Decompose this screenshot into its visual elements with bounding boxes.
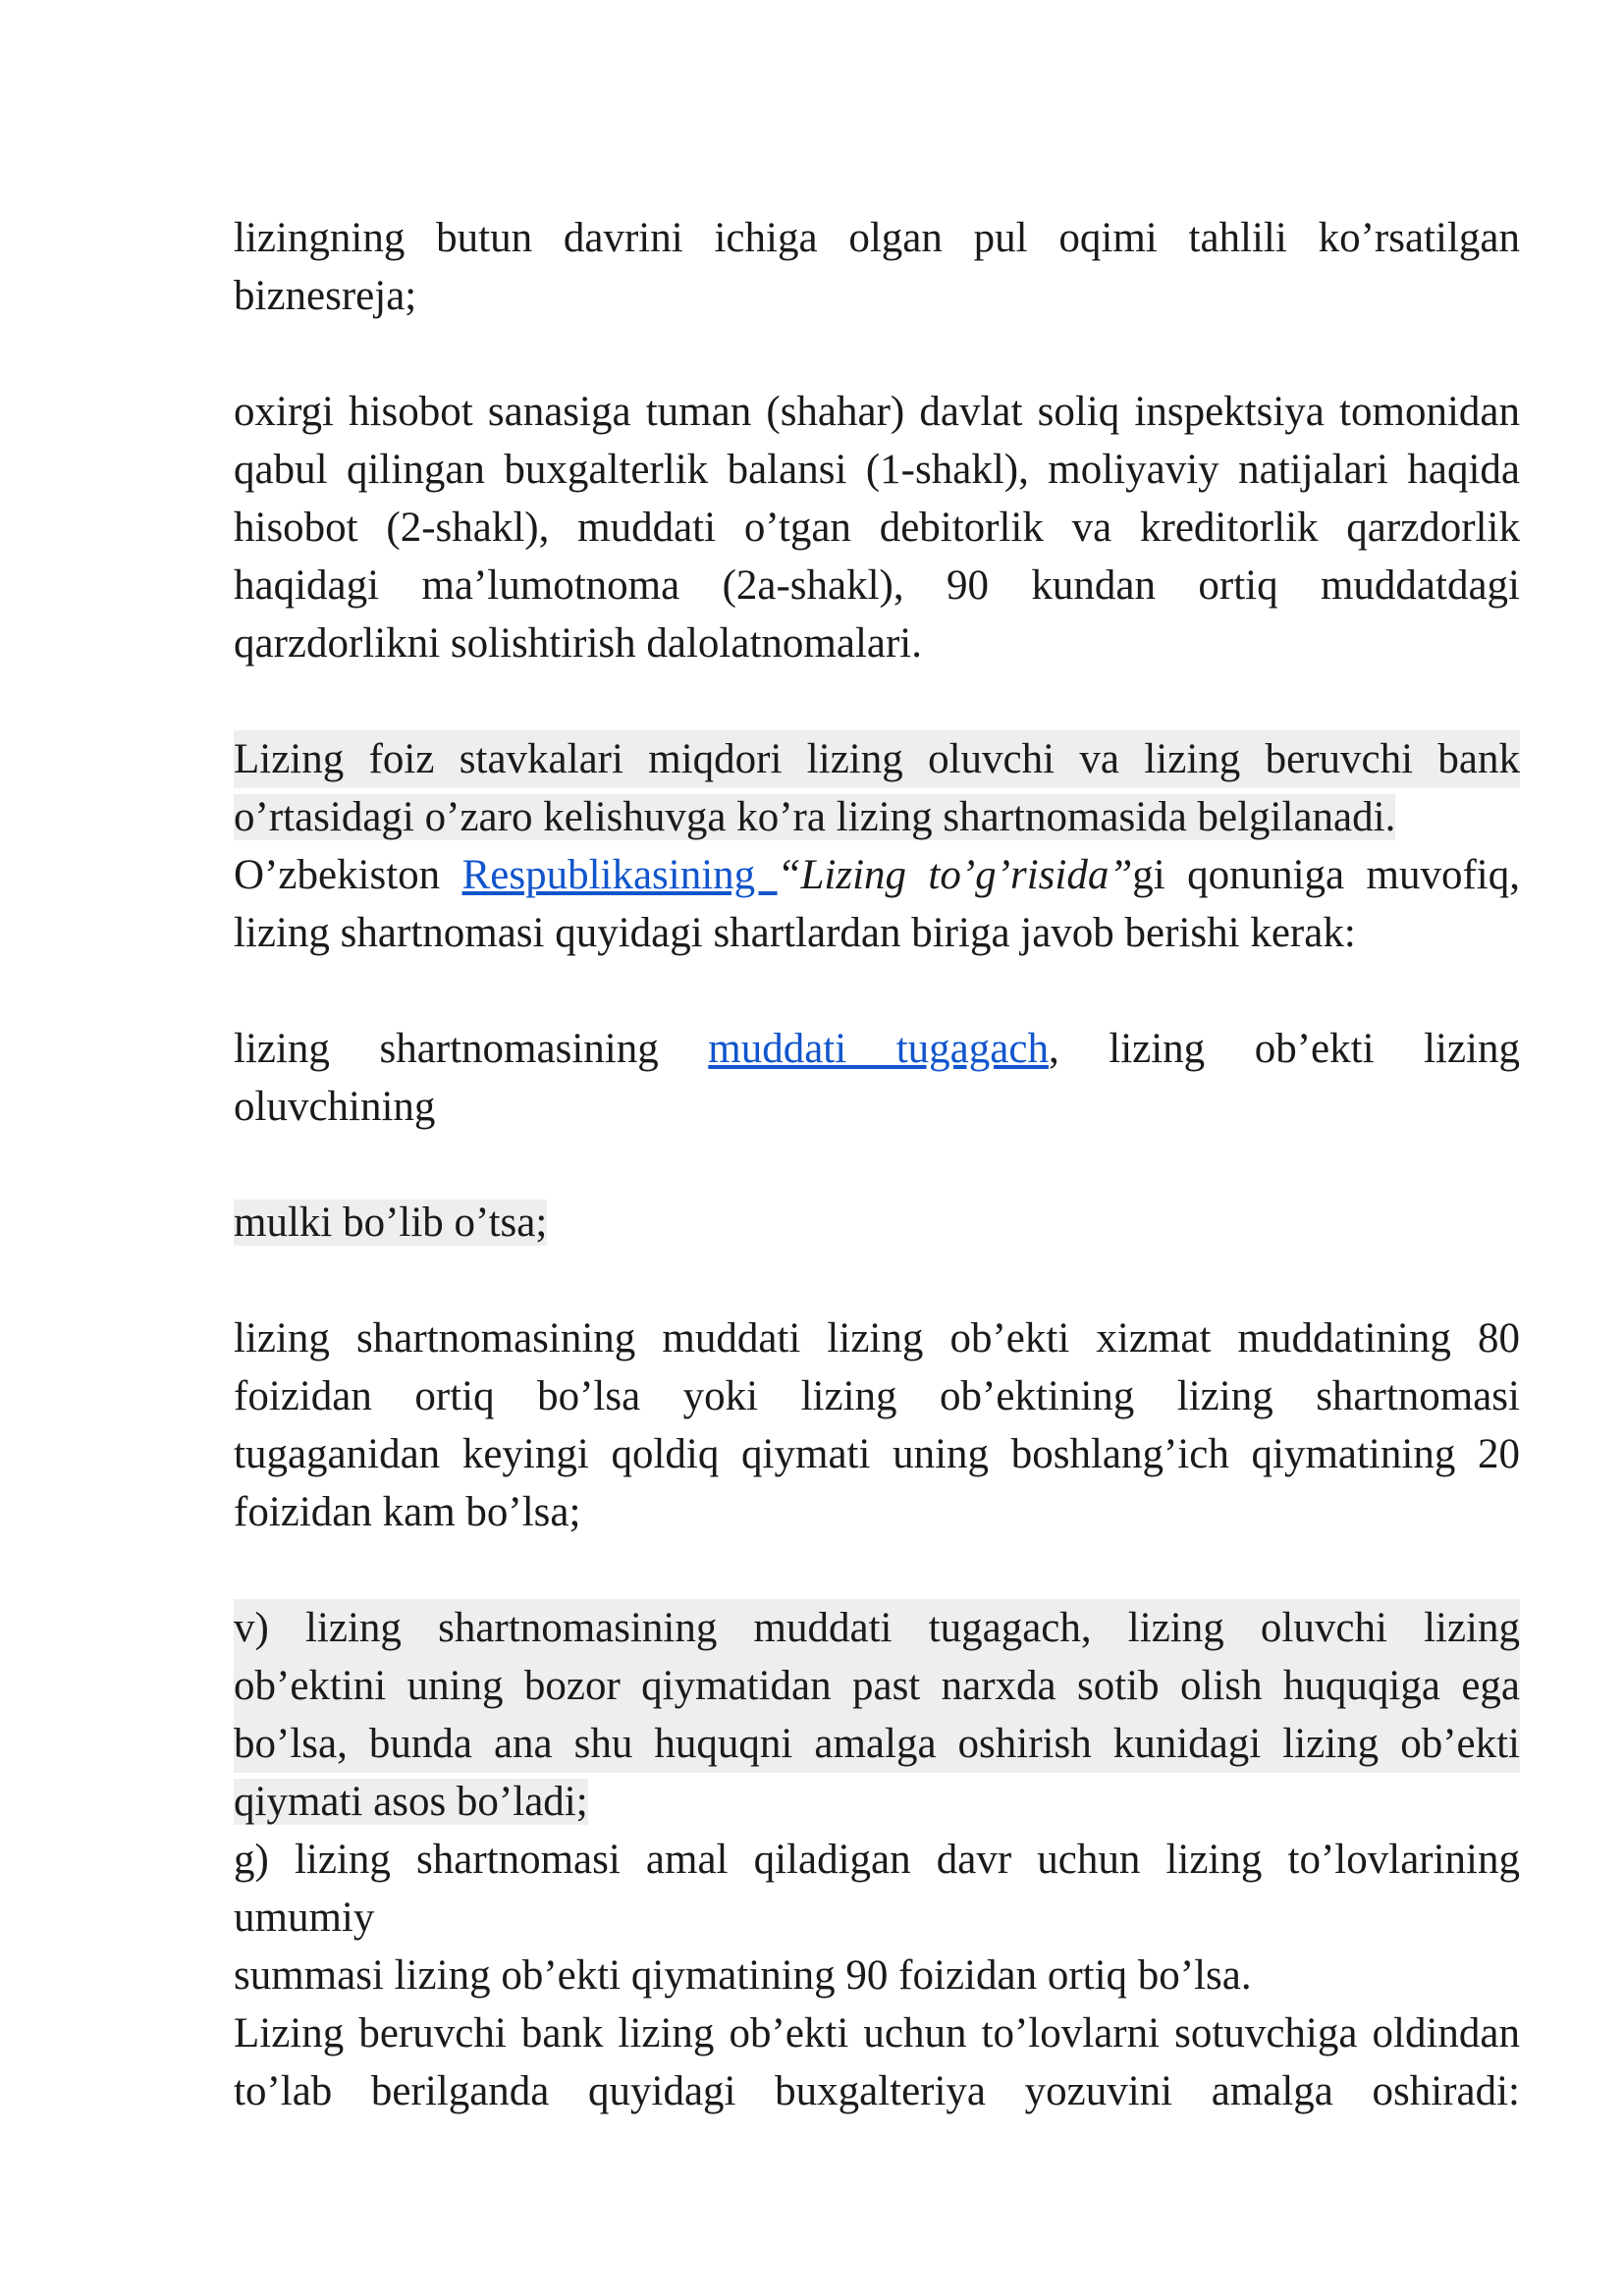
text-line: lizing shartnomasining muddati tugagach, lizing ob’ekti lizing [234, 1026, 1520, 1072]
highlighted-text-line: qiymati asos bo’ladi; [234, 1779, 588, 1825]
text-line: qarzdorlikni solishtirish dalolatnomalari. [234, 620, 922, 667]
respublikasining-link[interactable]: Respublikasining [461, 852, 778, 898]
text-line: summasi lizing ob’ekti qiymatining 90 foizidan ortiq bo’lsa. [234, 1952, 1252, 1999]
text-line: g) lizing shartnomasi amal qiladigan davr uchun lizing to’lovlarining [234, 1837, 1520, 1883]
paragraph-purchase-right [234, 1599, 1520, 2120]
text-line: lizingning butun davrini ichiga olgan pul oqimi tahlili ko’rsatilgan [234, 215, 1520, 261]
highlighted-text-line: bo’lsa, bunda ana shu huquqni amalga oshirish kunidagi lizing ob’ekti [234, 1715, 1520, 1773]
text-line: lizing shartnomasi quyidagi shartlardan biriga javob berishi kerak: [234, 910, 1356, 956]
text-line: foizidan kam bo’lsa; [234, 1489, 581, 1535]
highlighted-text-line: o’rtasidagi o’zaro kelishuvga ko’ra lizing shartnomasida belgilanadi. [234, 794, 1396, 840]
text-line: lizing shartnomasining muddati lizing ob’ekti xizmat muddatining 80 [234, 1315, 1520, 1362]
text-line: oxirgi hisobot sanasiga tuman (shahar) davlat soliq inspektsiya tomonidan [234, 389, 1520, 435]
paragraph-service-term [234, 1309, 1520, 1541]
text-line: Lizing beruvchi bank lizing ob’ekti uchun to’lovlarni sotuvchiga oldindan [234, 2010, 1520, 2056]
paragraph-term-end [234, 1020, 1520, 1136]
paragraph-ownership [234, 1194, 1520, 1252]
text-line: hisobot (2-shakl), muddati o’tgan debitorlik va kreditorlik qarzdorlik [234, 505, 1520, 551]
muddati-tugagach-link[interactable]: muddati tugagach [708, 1026, 1049, 1072]
document-page [234, 209, 1520, 2120]
highlighted-text-line: Lizing foiz stavkalari miqdori lizing oluvchi va lizing beruvchi bank [234, 730, 1520, 788]
text-line: biznesreja; [234, 273, 417, 319]
text-line: foizidan ortiq bo’lsa yoki lizing ob’ektining lizing shartnomasi [234, 1373, 1520, 1419]
text-line: to’lab berilganda quyidagi buxgalteriya yozuvini amalga oshiradi: [234, 2068, 1520, 2114]
highlighted-text-line: ob’ektini uning bozor qiymatidan past narxda sotib olish huquqiga ega [234, 1657, 1520, 1715]
paragraph-interest-rates [234, 730, 1520, 962]
highlighted-text-line: mulki bo’lib o’tsa; [234, 1200, 548, 1246]
text-line: umumiy [234, 1895, 375, 1941]
paragraph-business-plan [234, 209, 1520, 325]
paragraph-financial-statements [234, 383, 1520, 672]
text-line: oluvchining [234, 1084, 436, 1130]
text-line: tugaganidan keyingi qoldiq qiymati uning boshlang’ich qiymatining 20 [234, 1431, 1520, 1477]
text-line: haqidagi ma’lumotnoma (2a-shakl), 90 kundan ortiq muddatdagi [234, 562, 1520, 609]
highlighted-text-line: v) lizing shartnomasining muddati tugagach, lizing oluvchi lizing [234, 1599, 1520, 1657]
text-line: qabul qilingan buxgalterlik balansi (1-shakl), moliyaviy natijalari haqida [234, 447, 1520, 493]
text-line: O’zbekiston Respublikasining “Lizing to’g’risida”gi qonuniga muvofiq, [234, 852, 1520, 898]
